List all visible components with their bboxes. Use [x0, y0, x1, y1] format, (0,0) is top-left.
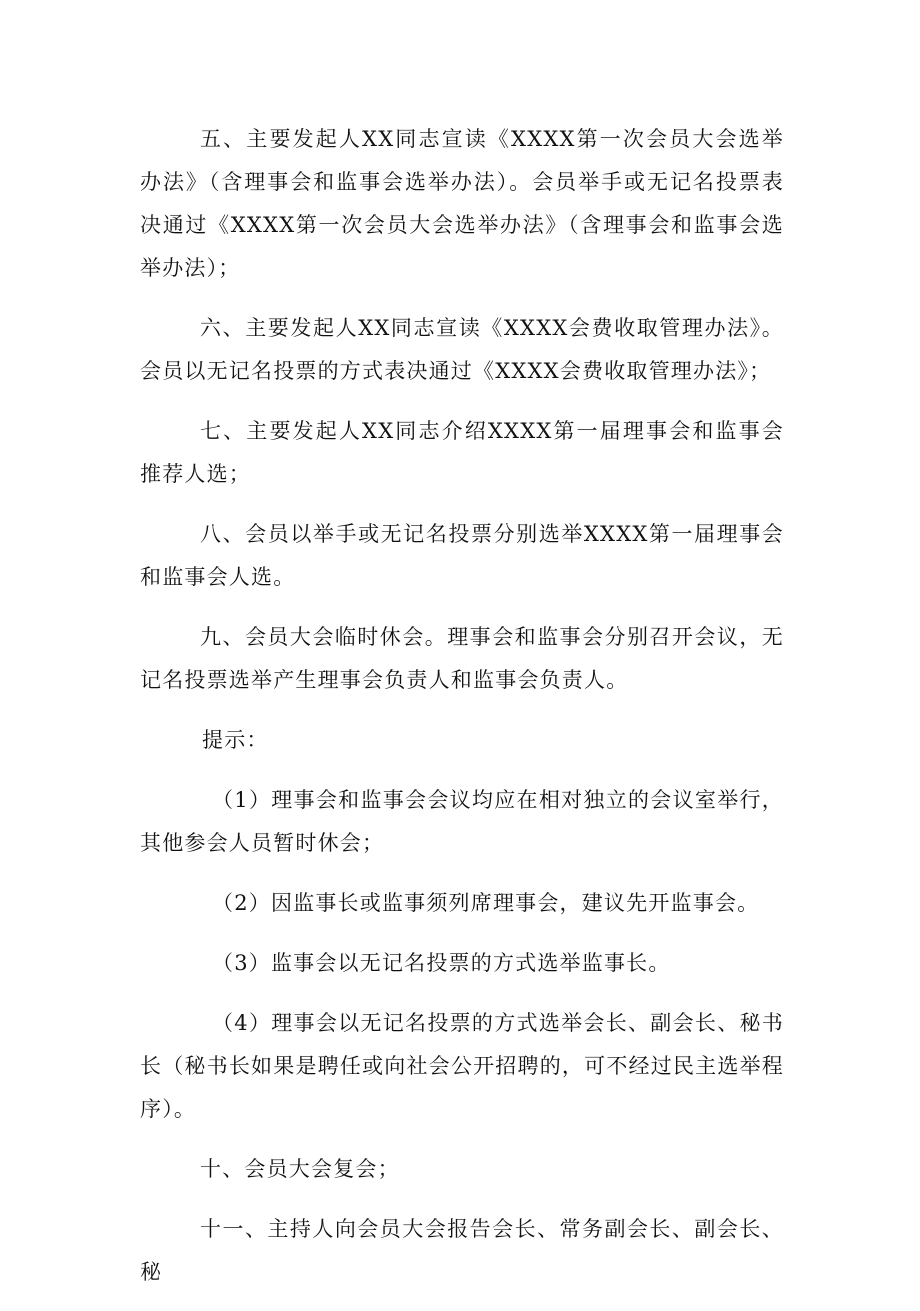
paragraph-item-11: 十一、主持人向会员大会报告会长、常务副会长、副会长、秘	[140, 1217, 784, 1284]
tip-item-1: （1）理事会和监事会会议均应在相对独立的会议室举行，其他参会人员暂时休会；	[140, 788, 784, 855]
tip-item-4: （4）理事会以无记名投票的方式选举会长、副会长、秘书长（秘书长如果是聘任或向社会公开招聘的，可不经过民主选举程序）。	[140, 1011, 784, 1121]
paragraph-item-9: 九、会员大会临时休会。理事会和监事会分别召开会议，无记名投票选举产生理事会负责人和监事会负责人。	[140, 625, 784, 692]
paragraph-item-6: 六、主要发起人XX同志宣读《XXXX会费收取管理办法》。会员以无记名投票的方式表决通过《XXXX会费收取管理办法》；	[140, 316, 784, 383]
tip-item-3: （3）监事会以无记名投票的方式选举监事长。	[212, 951, 671, 975]
paragraph-item-8: 八、会员以举手或无记名投票分别选举XXXX第一届理事会和监事会人选。	[140, 522, 784, 589]
tip-item-2: （2）因监事长或监事须列席理事会，建议先开监事会。	[212, 891, 760, 915]
paragraph-item-10: 十、会员大会复会；	[200, 1157, 400, 1181]
paragraph-item-7: 七、主要发起人XX同志介绍XXXX第一届理事会和监事会推荐人选；	[140, 419, 784, 486]
paragraph-item-5: 五、主要发起人XX同志宣读《XXXX第一次会员大会选举办法》（含理事会和监事会选举办法）。会员举手或无记名投票表决通过《XXXX第一次会员大会选举办法》（含理事会和监事会选举办法）；	[140, 127, 784, 280]
document-body	[140, 118, 784, 1311]
tips-heading: 提示：	[202, 728, 269, 752]
